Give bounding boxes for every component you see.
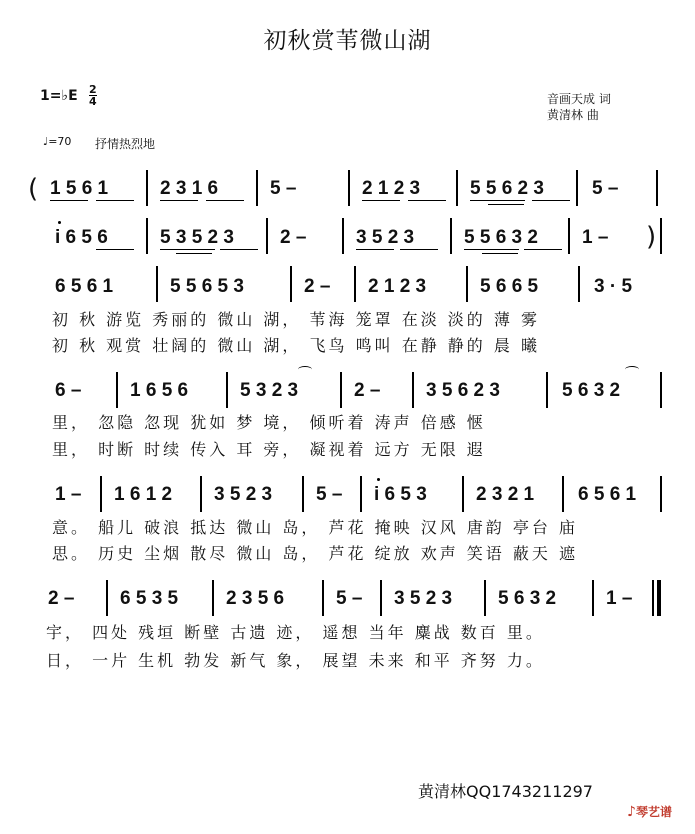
barline <box>290 266 292 302</box>
measure: 2 3 1 6 <box>160 178 219 199</box>
site-logo <box>627 803 672 820</box>
lyricist-credit: 音画天成 词 <box>547 92 611 106</box>
underline-beam <box>362 200 400 201</box>
lyric-line-verse1: 宇， 四处 残垣 断壁 古遗 迹， 遥想 当年 麋战 数百 里。 <box>46 623 545 642</box>
measure: 5 6 3 2 <box>498 588 557 609</box>
time-signature <box>89 84 97 107</box>
barline <box>354 266 356 302</box>
measure: 6 5 3 5 <box>120 588 179 609</box>
tie-arc <box>298 366 312 373</box>
barline <box>342 218 344 254</box>
measure: 2 1 2 3 <box>362 178 421 199</box>
lyric-line-verse1: 里， 忽隐 忽现 犹如 梦 境， 倾听着 涛声 倍感 惬 <box>52 413 486 432</box>
repeat-close-paren: ) <box>646 222 657 252</box>
measure: i 6 5 6 <box>55 227 108 248</box>
time-signature-bottom: 4 <box>89 95 97 108</box>
measure: 1 – <box>582 227 609 248</box>
underline-beam <box>176 253 212 254</box>
measure: 6 – <box>55 380 82 401</box>
barline <box>660 218 662 254</box>
measure: 5 – <box>336 588 363 609</box>
lyric-line-verse1: 意。 船儿 破浪 抵达 微山 岛， 芦花 掩映 汉风 唐韵 亭台 庙 <box>52 518 578 537</box>
measure: 1 – <box>55 484 82 505</box>
lyric-line-verse2: 初 秋 观赏 壮阔的 微山 湖， 飞鸟 鸣叫 在静 静的 晨 曦 <box>52 336 540 355</box>
underline-beam <box>482 253 518 254</box>
octave-dot <box>58 221 61 224</box>
underline-beam <box>50 200 88 201</box>
measure: 5 – <box>270 178 297 199</box>
key-signature: 1=♭E <box>40 88 78 104</box>
measure: 2 3 2 1 <box>476 484 535 505</box>
measure: 5 5 6 2 3 <box>470 178 544 199</box>
credits <box>547 91 611 123</box>
measure: 5 5 6 5 3 <box>170 276 244 297</box>
barline <box>466 266 468 302</box>
measure: 1 6 5 6 <box>130 380 189 401</box>
measure: 1 5 6 1 <box>50 178 109 199</box>
barline <box>348 170 350 206</box>
underline-beam <box>532 200 570 201</box>
measure: 3 5 2 3 <box>356 227 415 248</box>
barline <box>156 266 158 302</box>
barline <box>200 476 202 512</box>
barline <box>302 476 304 512</box>
expression-marking: 抒情热烈地 <box>95 137 156 151</box>
measure: i 6 5 3 <box>374 484 427 505</box>
underline-beam <box>400 249 438 250</box>
measure: 2 – <box>304 276 331 297</box>
barline <box>578 266 580 302</box>
barline <box>660 372 662 408</box>
barline <box>450 218 452 254</box>
underline-beam <box>356 249 394 250</box>
lyric-line-verse2: 日， 一片 生机 勃发 新气 象， 展望 未来 和平 齐努 力。 <box>46 651 545 670</box>
octave-dot <box>377 478 380 481</box>
lyric-line-verse1: 初 秋 游览 秀丽的 微山 湖， 苇海 笼罩 在淡 淡的 薄 雾 <box>52 310 540 329</box>
barline <box>380 580 382 616</box>
measure: 1 6 1 2 <box>114 484 173 505</box>
lyric-line-verse2: 里， 时断 时续 传入 耳 旁， 凝视着 远方 无限 遐 <box>52 440 486 459</box>
barline <box>660 476 662 512</box>
song-title: 初秋赏苇微山湖 <box>263 28 432 54</box>
measure: 6 5 6 1 <box>578 484 637 505</box>
barline <box>226 372 228 408</box>
barline <box>146 218 148 254</box>
tempo-marking: ♩=70 <box>43 135 72 148</box>
composer-credit: 黄清林 曲 <box>547 108 599 122</box>
measure: 2 – <box>354 380 381 401</box>
repeat-open-paren: ( <box>28 174 39 204</box>
barline <box>592 580 594 616</box>
underline-beam <box>96 249 134 250</box>
time-signature-top: 2 <box>89 83 97 96</box>
barline <box>412 372 414 408</box>
logo-text: 琴艺谱 <box>635 805 672 819</box>
measure: 3 5 2 3 <box>394 588 453 609</box>
barline <box>212 580 214 616</box>
measure: 5 3 2 3 <box>240 380 299 401</box>
measure: 5 – <box>316 484 343 505</box>
repeat-end-thick-barline <box>657 580 661 616</box>
measure: 3 5 6 2 3 <box>426 380 500 401</box>
measure: 2 3 5 6 <box>226 588 285 609</box>
underline-beam <box>220 249 258 250</box>
barline <box>546 372 548 408</box>
barline <box>322 580 324 616</box>
lyric-line-verse2: 思。 历史 尘烟 散尽 微山 岛， 芦花 绽放 欢声 笑语 蔽天 遮 <box>52 544 578 563</box>
barline <box>456 170 458 206</box>
underline-beam <box>524 249 562 250</box>
barline <box>562 476 564 512</box>
logo-mark-icon: ♪ <box>627 804 636 820</box>
underline-beam <box>206 200 244 201</box>
underline-beam <box>488 204 524 205</box>
barline <box>256 170 258 206</box>
barline <box>568 218 570 254</box>
measure: 2 – <box>48 588 75 609</box>
measure: 2 – <box>280 227 307 248</box>
barline <box>340 372 342 408</box>
measure: 5 6 6 5 <box>480 276 539 297</box>
measure: 5 – <box>592 178 619 199</box>
barline <box>462 476 464 512</box>
measure: 6 5 6 1 <box>55 276 114 297</box>
barline <box>656 170 658 206</box>
underline-beam <box>470 200 525 201</box>
measure: 1 – <box>606 588 633 609</box>
barline <box>100 476 102 512</box>
repeat-end-thin-barline <box>652 580 654 616</box>
barline <box>266 218 268 254</box>
barline <box>484 580 486 616</box>
barline <box>360 476 362 512</box>
barline <box>106 580 108 616</box>
tie-arc <box>625 366 639 373</box>
author-contact: 黄清林QQ1743211297 <box>418 782 593 801</box>
underline-beam <box>160 249 215 250</box>
underline-beam <box>408 200 446 201</box>
barline <box>576 170 578 206</box>
barline <box>146 170 148 206</box>
measure: 2 1 2 3 <box>368 276 427 297</box>
barline <box>116 372 118 408</box>
underline-beam <box>160 200 198 201</box>
underline-beam <box>96 200 134 201</box>
measure: 5 6 3 2 <box>562 380 621 401</box>
measure: 5 5 6 3 2 <box>464 227 538 248</box>
measure: 3 5 2 3 <box>214 484 273 505</box>
measure: 3 · 5 <box>594 276 633 297</box>
measure: 5 3 5 2 3 <box>160 227 234 248</box>
underline-beam <box>464 249 519 250</box>
